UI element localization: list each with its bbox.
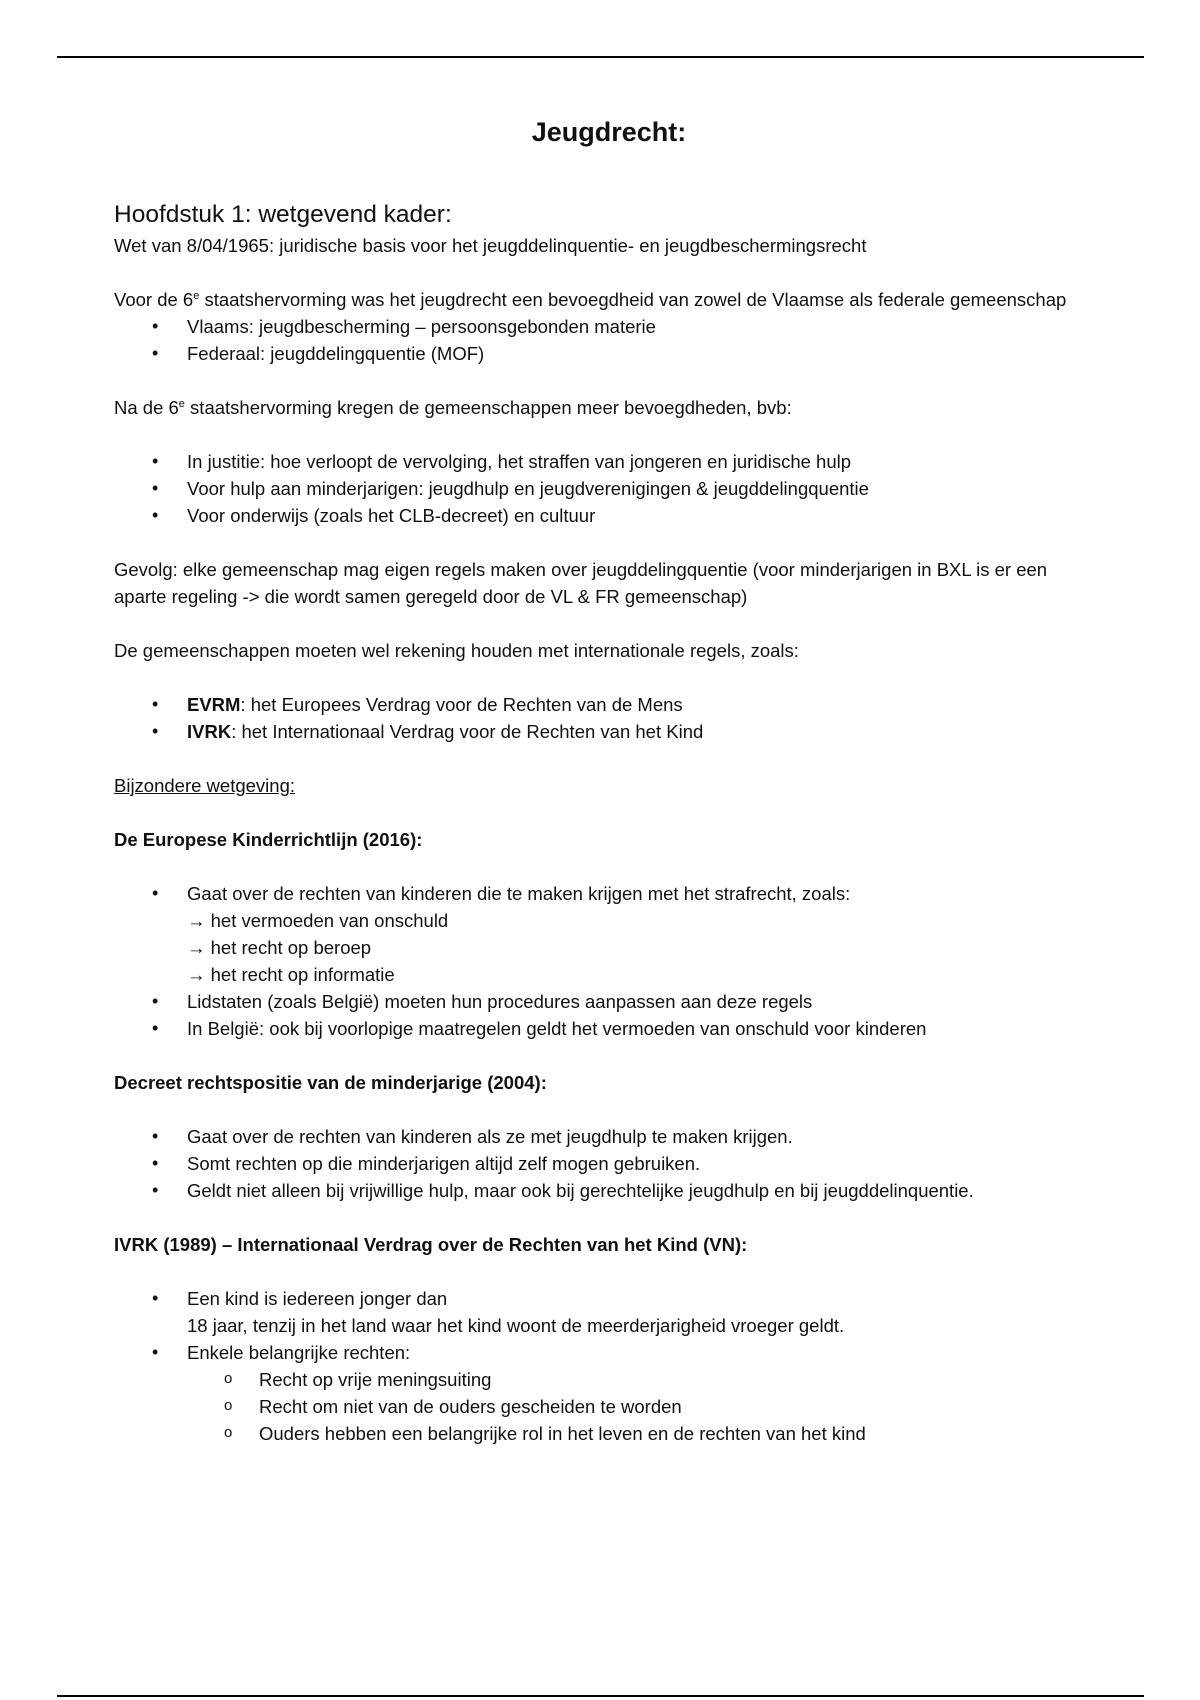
eu-directive-list	[114, 880, 1104, 1042]
list-item: • In justitie: hoe verloopt de vervolging, het straffen van jongeren en juridische hulp	[114, 448, 1104, 475]
arrow-line: → het vermoeden van onschuld	[187, 910, 449, 931]
chapter-heading: Hoofdstuk 1: wetgevend kader:	[114, 201, 452, 228]
list-item: • Geldt niet alleen bij vrijwillige hulp, maar ook bij gerechtelijke jeugdhulp en bij jeugddelinquentie.	[114, 1177, 1104, 1204]
list-item: • IVRK: het Internationaal Verdrag voor de Rechten van het Kind	[114, 718, 1104, 745]
ivrk-heading: IVRK (1989) – Internationaal Verdrag over de Rechten van het Kind (VN):	[114, 1234, 748, 1255]
sub-list-item: o Ouders hebben een belangrijke rol in het leven en de rechten van het kind	[114, 1420, 1104, 1447]
after-reform-paragraph: Na de 6e staatshervorming kregen de gemeenschappen meer bevoegdheden, bvb:	[114, 397, 792, 418]
consequence-paragraph: Gevolg: elke gemeenschap mag eigen regels maken over jeugddelingquentie (voor minderjarigen in BXL is er een aparte regeling -> die wordt samen geregeld door de VL & FR gemeenschap)	[114, 559, 1048, 607]
special-legislation-heading: Bijzondere wetgeving:	[114, 775, 295, 796]
after-reform-list	[114, 448, 1104, 529]
list-item: • Enkele belangrijke rechten: o Recht op vrije meningsuiting o Recht om niet van de ouders gescheiden te worden o Ouders hebben een belangrijke rol in het leven en de rechten van het kind	[114, 1339, 1104, 1447]
document-body	[114, 112, 1104, 1447]
arrow-line: → het recht op informatie	[187, 964, 395, 985]
international-intro: De gemeenschappen moeten wel rekening houden met internationale regels, zoals:	[114, 640, 799, 661]
rights-sublist	[187, 1366, 1104, 1447]
header-rule	[57, 56, 1144, 58]
list-item: • Een kind is iedereen jonger dan 18 jaar, tenzij in het land waar het kind woont de meerderjarigheid vroeger geldt.	[114, 1285, 1104, 1339]
before-reform-list	[114, 313, 1104, 367]
international-list	[114, 691, 1104, 745]
arrow-line: → het recht op beroep	[187, 937, 372, 958]
list-item: • Vlaams: jeugdbescherming – persoonsgebonden materie	[114, 313, 1104, 340]
list-item: • Voor onderwijs (zoals het CLB-decreet) en cultuur	[114, 502, 1104, 529]
list-item: • Gaat over de rechten van kinderen als ze met jeugdhulp te maken krijgen.	[114, 1123, 1104, 1150]
law-line: Wet van 8/04/1965: juridische basis voor het jeugddelinquentie- en jeugdbeschermingsrecht	[114, 235, 867, 256]
list-item: • Gaat over de rechten van kinderen die te maken krijgen met het strafrecht, zoals: → het vermoeden van onschuld → het recht op beroep → het recht op informatie	[114, 880, 1104, 988]
list-item: • Somt rechten op die minderjarigen altijd zelf mogen gebruiken.	[114, 1150, 1104, 1177]
decree-list	[114, 1123, 1104, 1204]
document-title: Jeugdrecht:	[531, 117, 687, 147]
decree-heading: Decreet rechtspositie van de minderjarige (2004):	[114, 1072, 547, 1093]
sub-list-item: o Recht om niet van de ouders gescheiden te worden	[114, 1393, 1104, 1420]
list-item: • Federaal: jeugddelingquentie (MOF)	[114, 340, 1104, 367]
list-item: • Lidstaten (zoals België) moeten hun procedures aanpassen aan deze regels	[114, 988, 1104, 1015]
sub-list-item: o Recht op vrije meningsuiting	[114, 1366, 1104, 1393]
ivrk-list	[114, 1285, 1104, 1447]
list-item: • In België: ook bij voorlopige maatregelen geldt het vermoeden van onschuld voor kinderen	[114, 1015, 1104, 1042]
list-item: • Voor hulp aan minderjarigen: jeugdhulp en jeugdverenigingen & jeugddelingquentie	[114, 475, 1104, 502]
eu-directive-heading: De Europese Kinderrichtlijn (2016):	[114, 829, 423, 850]
list-item: • EVRM: het Europees Verdrag voor de Rechten van de Mens	[114, 691, 1104, 718]
footer-rule	[57, 1695, 1144, 1697]
before-reform-paragraph: Voor de 6e staatshervorming was het jeugdrecht een bevoegdheid van zowel de Vlaamse als federale gemeenschap	[114, 289, 1067, 310]
